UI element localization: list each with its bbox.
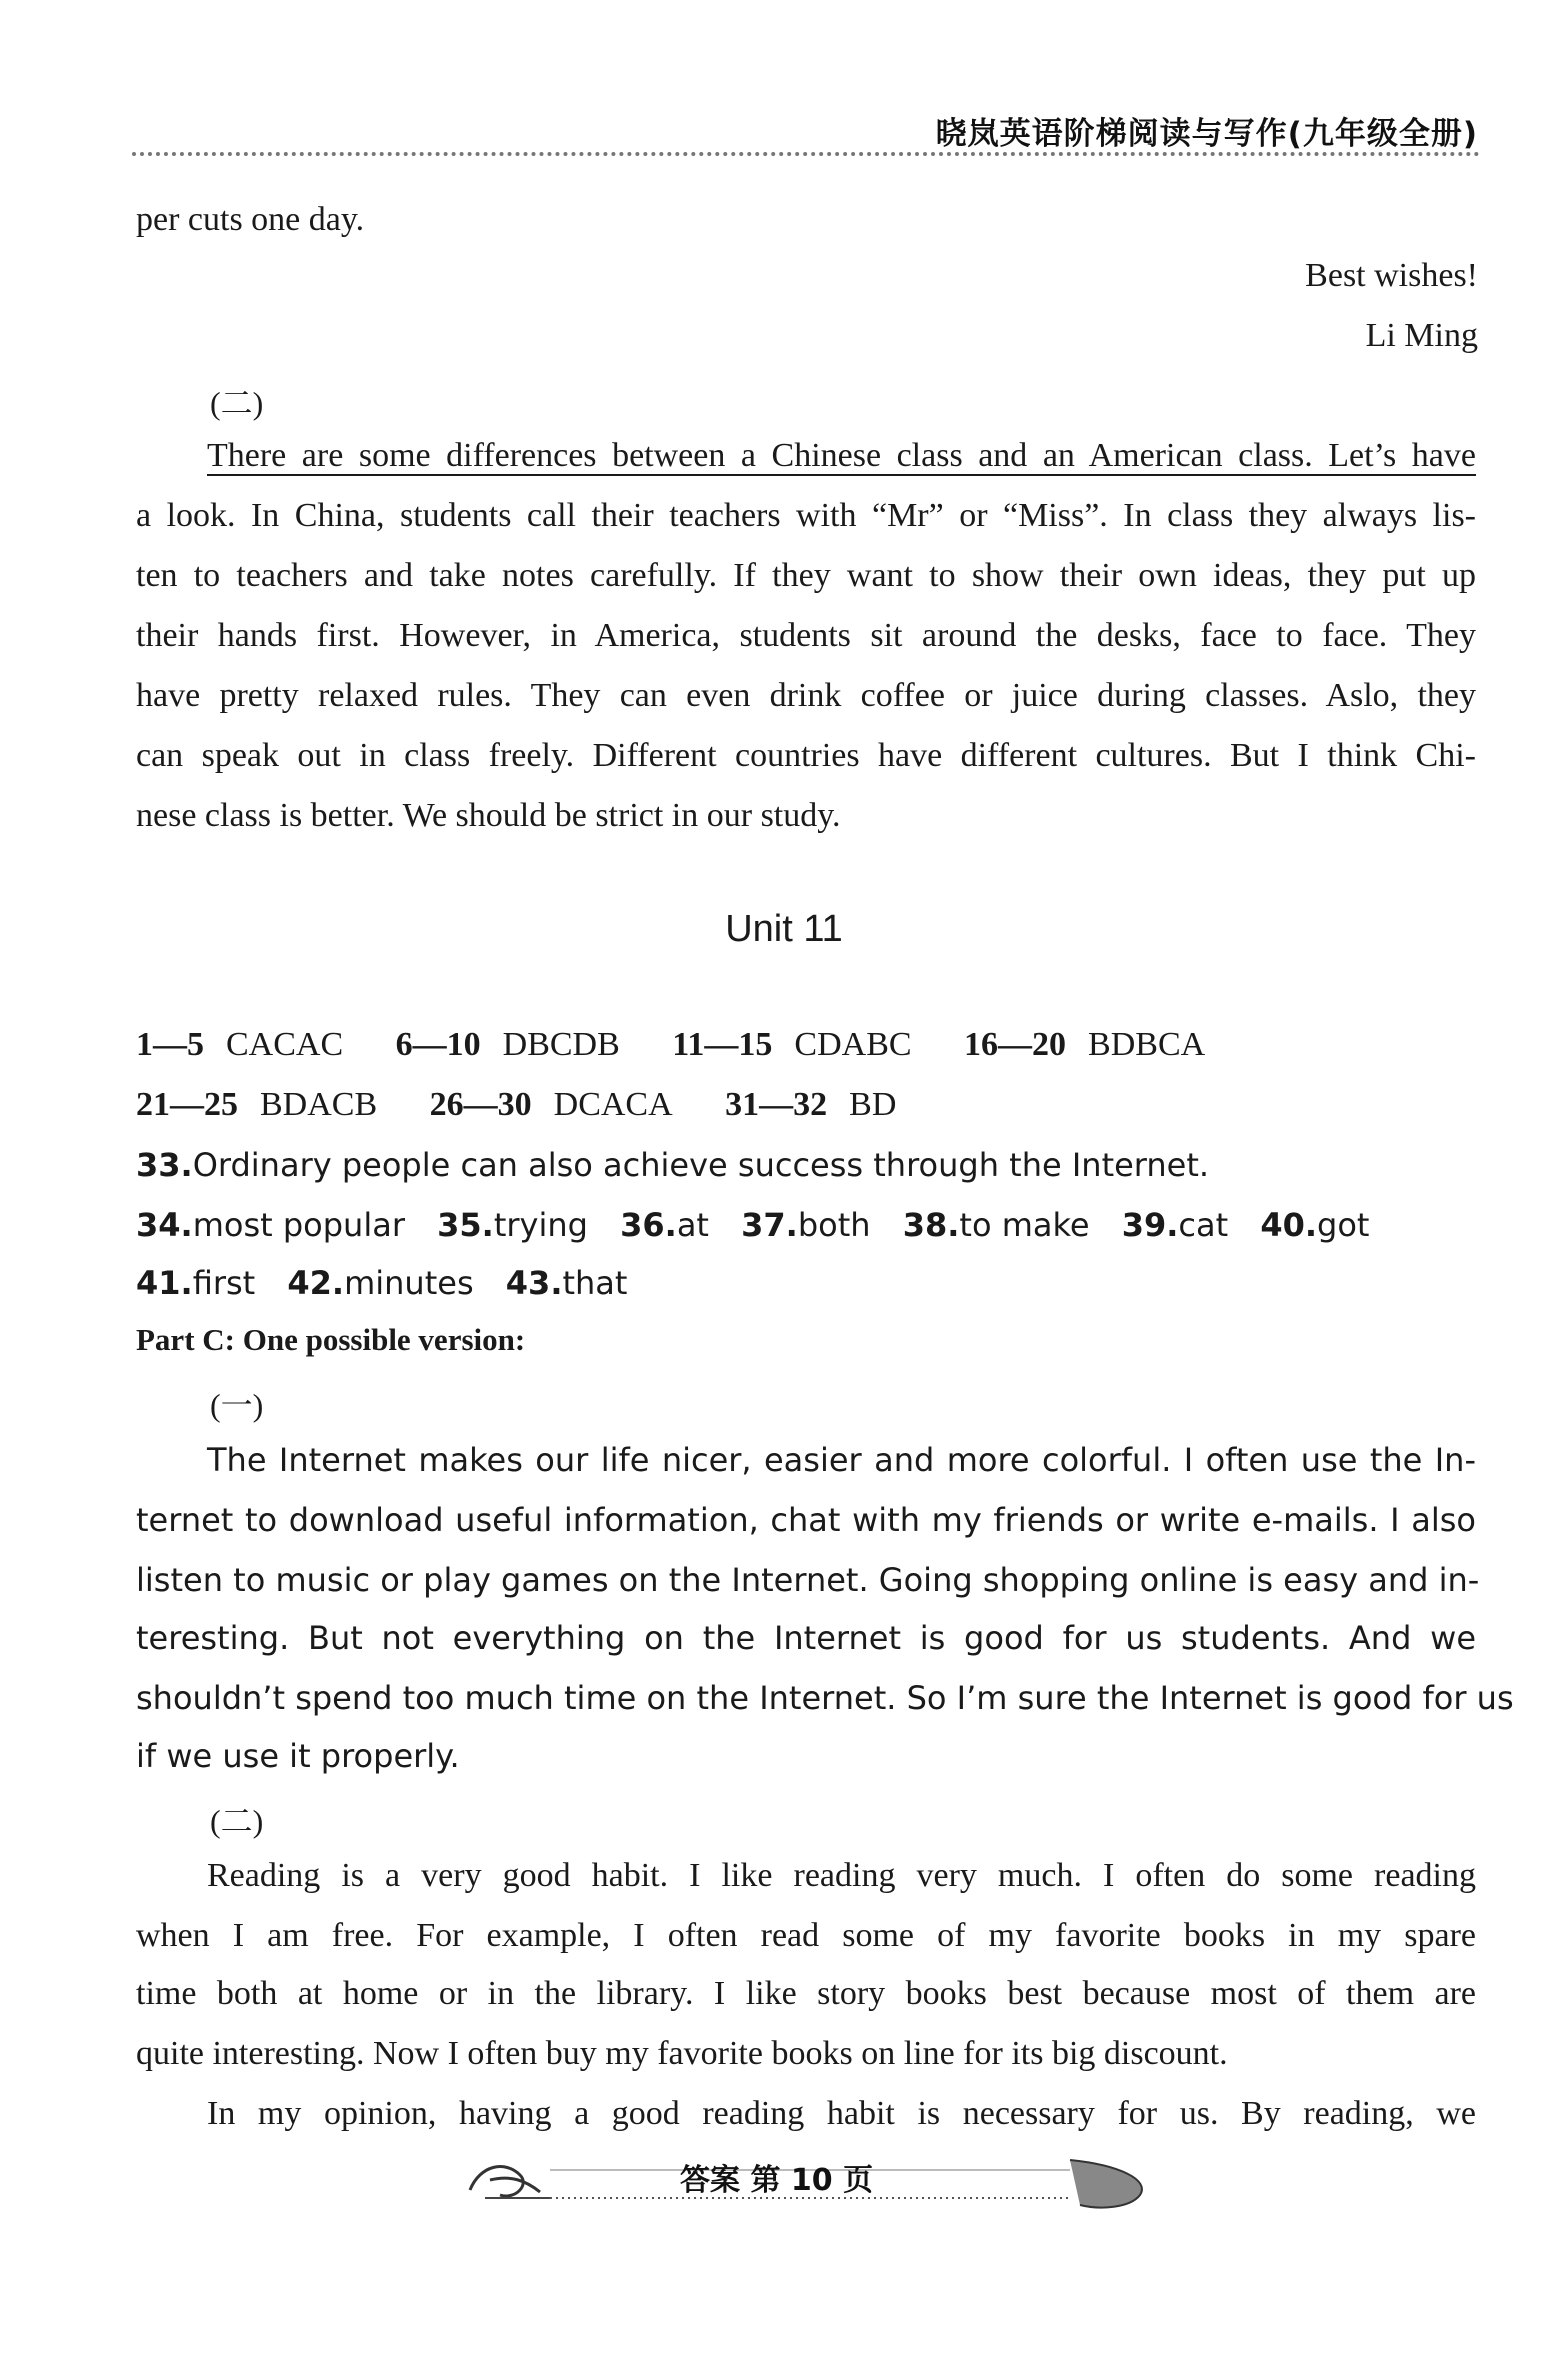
answer-range: 31—32 — [725, 1086, 828, 1123]
paragraph-line: nese class is better. We should be strict in our study. — [136, 797, 841, 834]
paragraph-line: can speak out in class freely. Different countries have different cultures. But I think Chi- — [136, 737, 1476, 774]
answer-value: BD — [849, 1086, 897, 1123]
essay-1-line: The Internet makes our life nicer, easier and more colorful. I often use the In- — [207, 1441, 1476, 1479]
answers-row-34: 34.most popular 35.trying 36.at 37.both 38.to make 39.cat 40.got — [136, 1206, 1370, 1244]
section-label-2: (二) — [210, 385, 264, 421]
letter-last-line: per cuts one day. — [136, 201, 365, 238]
part-c-heading: Part C: One possible version: — [136, 1322, 526, 1357]
page-number: 答案 第 10 页 — [680, 2163, 874, 2198]
answer-range: 11—15 — [672, 1026, 773, 1063]
essay-2-line: In my opinion, having a good reading habit is necessary for us. By reading, we — [207, 2095, 1476, 2132]
answer-range: 21—25 — [136, 1086, 238, 1123]
essay-2-line: quite interesting. Now I often buy my favorite books on line for its big discount. — [136, 2035, 1228, 2072]
paragraph-line: a look. In China, students call their teachers with “Mr” or “Miss”. In class they always lis- — [136, 497, 1476, 534]
answer-value: BDACB — [260, 1086, 378, 1123]
answer-value: DCACA — [553, 1086, 673, 1123]
answer-range: 1—5 — [136, 1026, 204, 1063]
answer-text: Ordinary people can also achieve success through the Internet. — [192, 1146, 1210, 1184]
essay-2-label: (二) — [210, 1803, 264, 1839]
answer-value: BDBCA — [1088, 1026, 1206, 1063]
unit-title: Unit 11 — [725, 908, 843, 950]
essay-2-line: time both at home or in the library. I like story books best because most of them are — [136, 1975, 1476, 2012]
paragraph-line: have pretty relaxed rules. They can even drink coffee or juice during classes. Aslo, they — [136, 677, 1476, 714]
answer-33 — [136, 1146, 1209, 1184]
answer-range: 26—30 — [429, 1086, 532, 1123]
answer-value: DBCDB — [502, 1026, 620, 1063]
answers-row-1 — [136, 1026, 1205, 1064]
question-number: 33. — [136, 1146, 193, 1184]
paragraph-line: There are some differences between a Chinese class and an American class. Let’s have — [207, 437, 1476, 474]
letter-closing: Best wishes! — [1305, 257, 1478, 294]
answer-value: CACAC — [226, 1026, 344, 1063]
letter-signature: Li Ming — [1365, 317, 1478, 354]
essay-2-line: Reading is a very good habit. I like reading very much. I often do some reading — [207, 1857, 1476, 1894]
essay-1-line: shouldn’t spend too much time on the Internet. So I’m sure the Internet is good for us — [136, 1679, 1514, 1717]
answers-row-41: 41.first 42.minutes 43.that — [136, 1264, 628, 1302]
answer-range: 16—20 — [964, 1026, 1067, 1063]
paragraph-line: ten to teachers and take notes carefully. If they want to show their own ideas, they put up — [136, 557, 1476, 594]
header-dotted-rule — [132, 152, 1480, 156]
essay-1-line: ternet to download useful information, chat with my friends or write e-mails. I also — [136, 1501, 1476, 1539]
essay-1-line: teresting. But not everything on the Internet is good for us students. And we — [136, 1619, 1476, 1657]
answer-range: 6—10 — [395, 1026, 481, 1063]
essay-1-label: (一) — [210, 1387, 264, 1423]
answer-value: CDABC — [794, 1026, 912, 1063]
essay-1-line: listen to music or play games on the Internet. Going shopping online is easy and in- — [136, 1561, 1480, 1599]
answers-row-2 — [136, 1086, 896, 1124]
paragraph-line: their hands first. However, in America, students sit around the desks, face to face. They — [136, 617, 1476, 654]
essay-1-line: if we use it properly. — [136, 1737, 460, 1775]
running-header-title: 晓岚英语阶梯阅读与写作(九年级全册) — [935, 116, 1478, 152]
essay-2-line: when I am free. For example, I often read some of my favorite books in my spare — [136, 1917, 1476, 1954]
